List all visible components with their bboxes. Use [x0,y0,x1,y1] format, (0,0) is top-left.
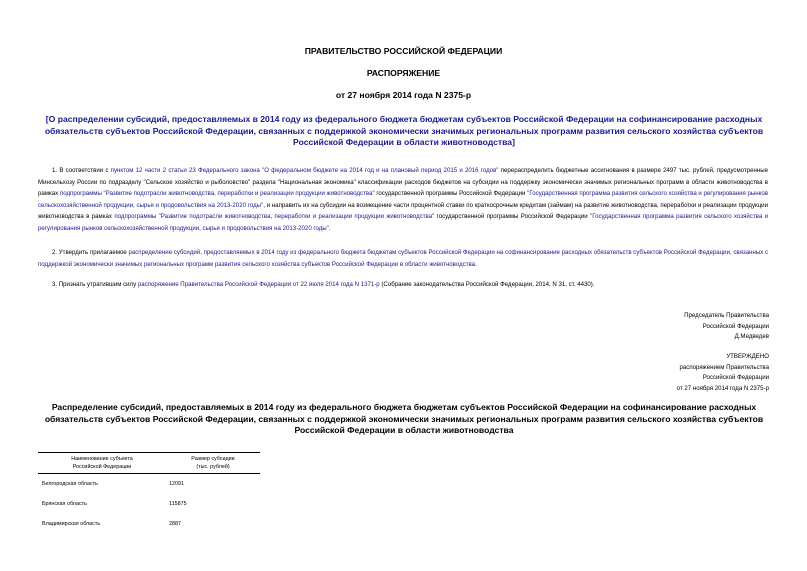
table-row [38,494,260,514]
paragraph-2 [38,247,768,270]
government-heading: ПРАВИТЕЛЬСТВО РОССИЙСКОЙ ФЕДЕРАЦИИ [304,46,503,56]
subsidy-table [38,452,260,534]
table-row [38,514,260,534]
p1-text: государственной программы Российской Федерации [434,213,591,221]
region-cell: Брянская область [42,501,87,507]
document-title [44,114,764,149]
state-program-link-2[interactable]: "Государственная программа развития сельского хозяйства и регулирования рынков сельскохозяйственной продукции, сырья и продовольствия на 2013-2020 годы" [38,213,768,232]
document-date: от 27 ноября 2014 года N 2375-р [335,90,472,100]
p1-text: 1. В соответствии с [52,167,111,174]
paragraph-1 [38,165,768,235]
budget-law-link[interactable]: пунктом 12 части 2 статьи 23 Федерального закона "О федеральном бюджете на 2014 год и на плановый период 2015 и 2016 годов" [110,167,499,174]
table-row [38,474,260,495]
amount-cell: 12091 [169,481,184,487]
revoked-order-link[interactable]: распоряжение Правительства Российской Федерации от 22 июля 2014 года N 1371-р [137,281,380,288]
column-header-amount: Размер субсидии (тыс. рублей) [166,453,260,474]
distribution-link[interactable]: распределение субсидий, предоставляемых в 2014 году из федерального бюджета бюджетам субъектов Российской Федерации на софинансирование расходных обязательств субъектов Российской Федерации, связанных с поддержкой экономически значимых региональных программ развития сельского хозяйства субъектов Российской Федерации в области животноводства [38,249,768,268]
signature-block [684,311,769,343]
table-header-row [38,453,260,474]
title-open-bracket: [ [45,114,49,124]
document-type: РАСПОРЯЖЕНИЕ [366,68,441,78]
p3-text: (Собрание законодательства Российской Федерации, 2014, N 31, ст. 4430). [379,281,595,288]
approval-line: Российской Федерации [702,374,769,381]
signature-title: Председатель Правительства [684,312,769,319]
region-cell: Белгородская область [42,481,98,487]
amount-cell: 115875 [169,501,187,507]
p1-text: . [328,224,331,232]
signature-org: Российской Федерации [702,322,769,330]
livestock-subprogram-link-2[interactable]: подпрограммы "Развитие подотрасли животноводства, переработки и реализации продукции животноводства" [114,213,435,221]
p2-text: 2. Утвердить прилагаемое [52,249,129,256]
title-link[interactable]: О распределении субсидий, предоставляемых в 2014 году из федерального бюджета бюджетам субъектов Российской Федерации на софинансирование расходных обязательств субъектов Российской Федерации, связанных с поддержкой экономически значимых региональных программ развития сельского хозяйства субъектов Российской Федерации в области животноводства [44,114,764,147]
paragraph-3 [38,279,768,291]
p3-text: 3. Признать утратившим силу [52,281,138,288]
approval-label: УТВЕРЖДЕНО [726,353,769,360]
distribution-title: Распределение субсидий, предоставляемых в 2014 году из федерального бюджета бюджетам субъектов Российской Федерации на софинансирование расходных обязательств субъектов Российской Федерации, связанных с поддержкой экономически значимых региональных программ развития сельского хозяйства субъектов Российской Федерации в области животноводства [44,402,764,435]
p1-text: государственной программы Российской Федерации [374,190,528,198]
state-program-link[interactable]: "Государственная программа развития сельского хозяйства и регулирования рынков сельскохозяйственной продукции, сырья и продовольствия на 2013-2020 годы" [38,190,768,209]
livestock-subprogram-link[interactable]: подпрограммы "Развитие подотрасли животноводства, переработки и реализации продукции животноводства" [59,190,375,198]
approval-block [677,352,769,394]
title-close-bracket: ] [512,137,515,147]
p1-text: перераспределить бюджетные ассигнования в размере 2497 тыс. рублей, предусмотренные Минсельхозу России по подразделу "Сельское хозяйство и рыболовство" раздела "Национальная экономика" классификации расходов бюджетов на субсидии на поддержку экономически значимых региональных программ в области животноводства в рамках [38,167,768,198]
region-cell: Владимирская область [42,521,101,527]
approval-line: распоряжением Правительства [679,363,769,371]
p1-text: , и направить их на субсидии на возмещение части процентной ставки по краткосрочным кредитам (займам) на развитие животноводства, переработки и реализации продукции животноводства в рамках [38,201,768,221]
signature-name: Д.Медведев [734,333,769,340]
p2-text: . [475,260,477,268]
amount-cell: 2887 [169,521,181,527]
approval-date: от 27 ноября 2014 года N 2375-р [676,384,769,392]
column-header-region: Наименование субъекта Российской Федерации [38,453,166,474]
